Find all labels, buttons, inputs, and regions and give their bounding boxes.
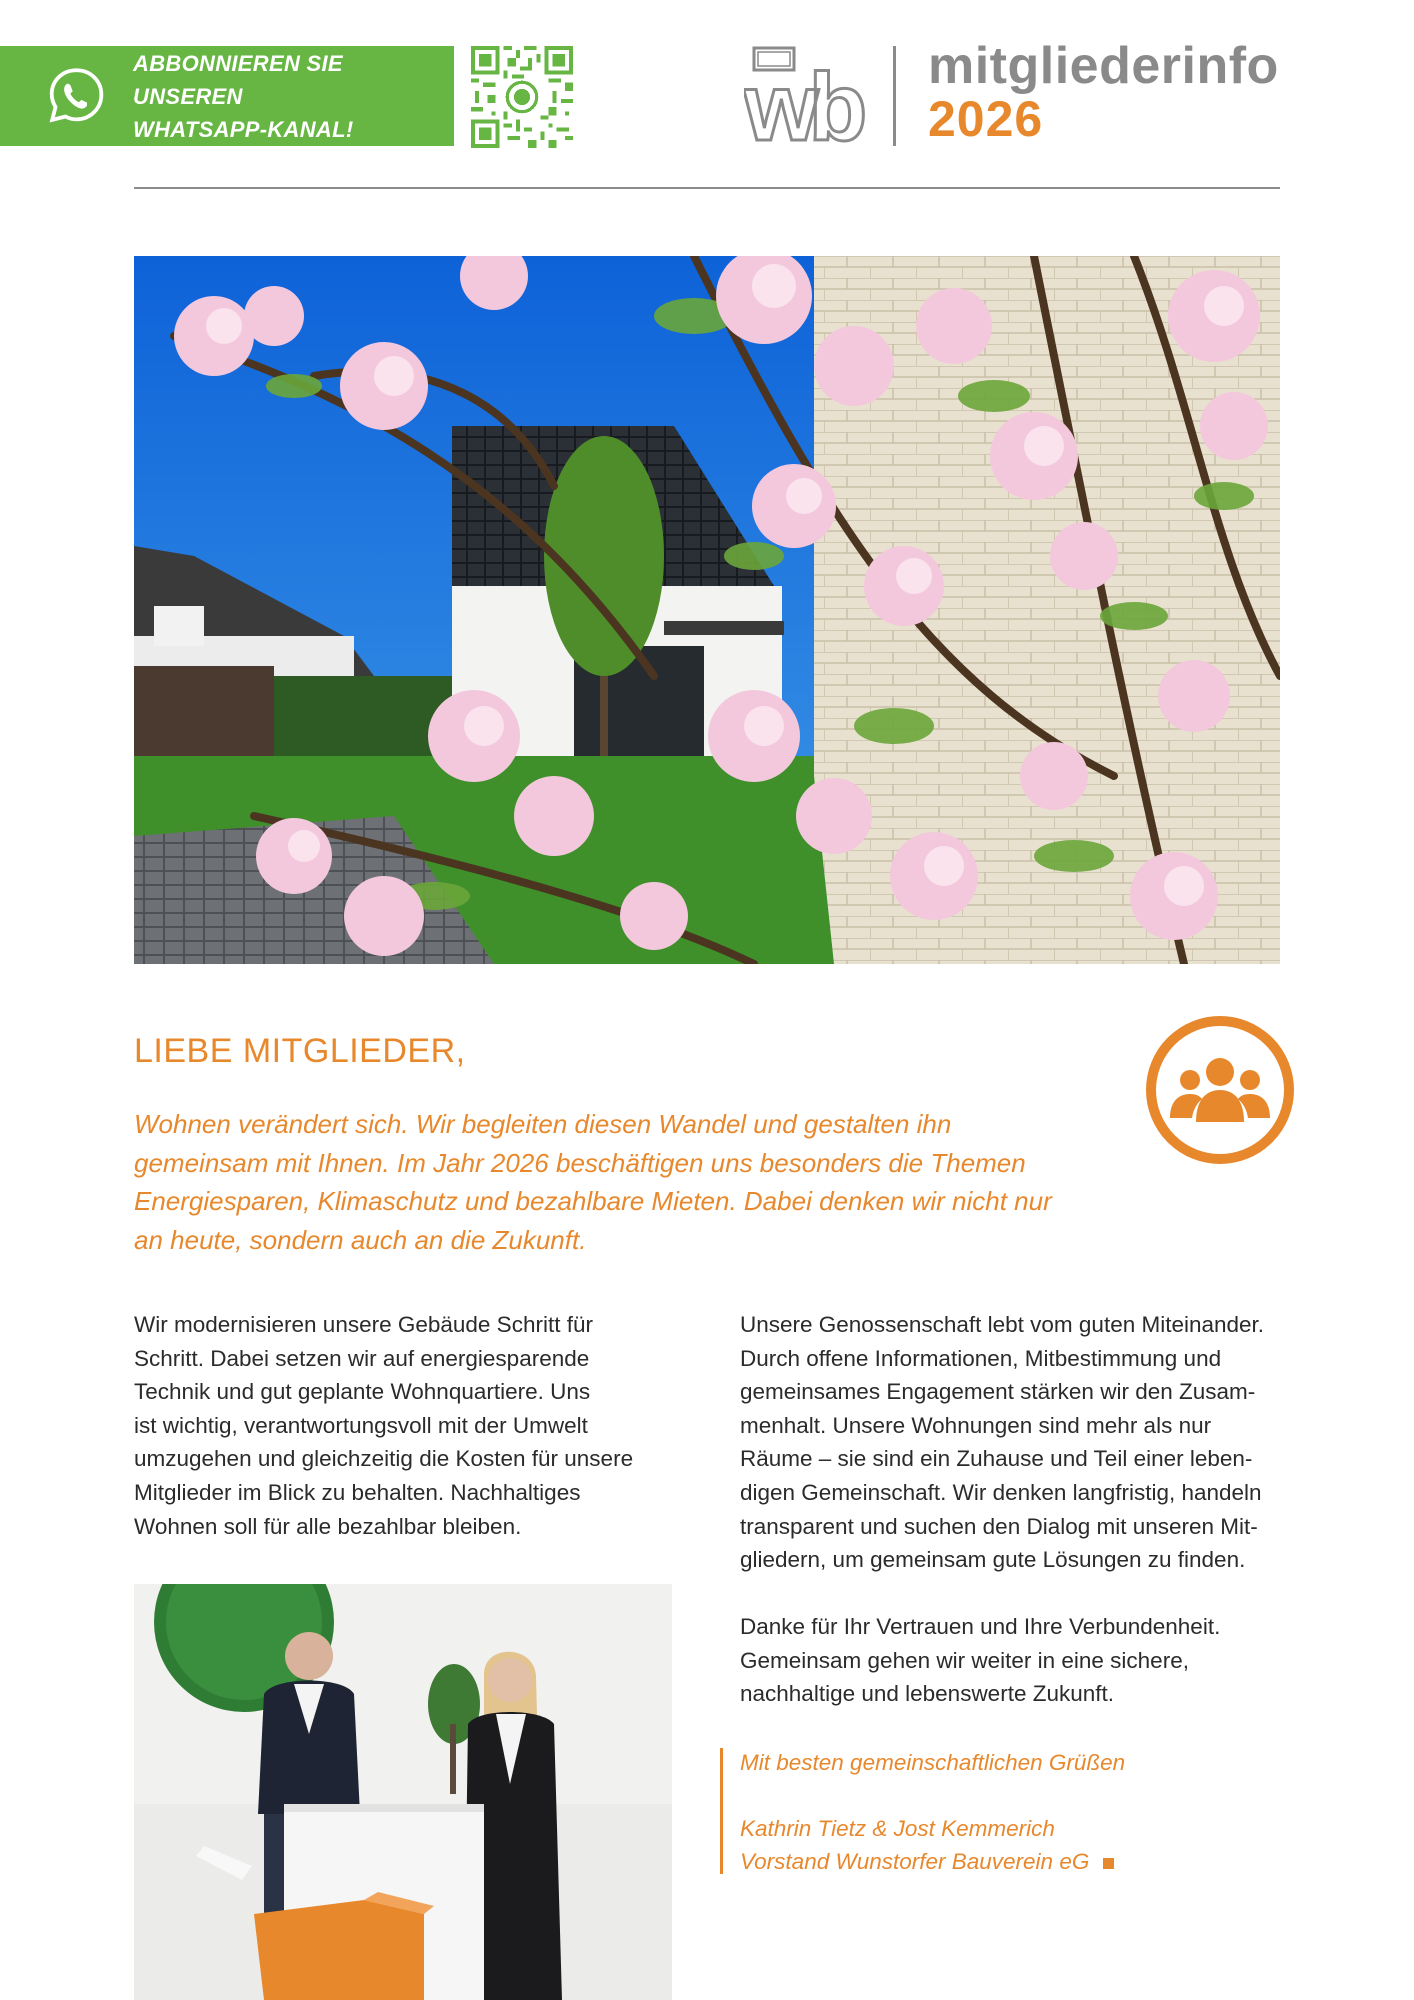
lead-line: Energiesparen, Klimaschutz und bezahlbare Mieten. Dabei denken wir nicht nur — [134, 1186, 1052, 1216]
whatsapp-channel-banner[interactable] — [0, 46, 454, 146]
text-line: Durch offene Informationen, Mitbestimmung und — [740, 1345, 1222, 1371]
wb-logo-icon — [744, 46, 868, 146]
text-line: Räume – sie sind ein Zuhause und Teil einer leben- — [740, 1446, 1253, 1472]
group-icon — [1144, 1014, 1296, 1166]
whatsapp-banner-line1: ABBONNIEREN SIE UNSEREN — [133, 50, 343, 109]
text-line: ist wichtig, verantwortungsvoll mit der Umwelt — [134, 1412, 588, 1438]
signature-names: Kathrin Tietz & Jost Kemmerich — [740, 1816, 1055, 1841]
logo-divider — [893, 46, 896, 146]
signature-role — [740, 1845, 1114, 1878]
text-line: menhalt. Unsere Wohnungen sind mehr als nur — [740, 1412, 1212, 1438]
lead-line: an heute, sondern auch an die Zukunft. — [134, 1224, 587, 1255]
whatsapp-banner-text — [133, 47, 454, 146]
thanks-paragraph — [740, 1610, 1310, 1711]
text-line: digen Gemeinschaft. Wir denken langfristig, handeln — [740, 1479, 1262, 1505]
body-column-right — [740, 1308, 1310, 1577]
body-column-left — [134, 1308, 679, 1543]
wb-logo-w: wb — [744, 54, 858, 146]
whatsapp-icon — [46, 65, 107, 127]
text-line: Schritt. Dabei setzen wir auf energiesparende — [134, 1345, 590, 1371]
hero-photo — [134, 256, 1280, 964]
whatsapp-banner-line2: WHATSAPP-KANAL! — [133, 116, 354, 142]
lead-line: Wohnen verändert sich. Wir begleiten diesen Wandel und gestalten ihn — [134, 1109, 952, 1139]
lead-paragraph — [134, 1105, 1124, 1259]
greeting-heading: LIEBE MITGLIEDER, — [134, 1032, 466, 1070]
text-line: Danke für Ihr Vertrauen und Ihre Verbundenheit. — [740, 1614, 1221, 1639]
end-mark — [1103, 1858, 1114, 1869]
qr-code[interactable] — [470, 46, 574, 148]
signature-role-text: Vorstand Wunstorfer Bauverein eG — [740, 1849, 1090, 1874]
brand-year: 2026 — [928, 91, 1044, 147]
text-line: umzugehen und gleichzeitig die Kosten für unsere — [134, 1446, 634, 1472]
header-rule — [134, 187, 1280, 189]
text-line: nachhaltige und lebenswerte Zukunft. — [740, 1681, 1114, 1707]
brand-title: mitgliederinfo — [928, 37, 1279, 95]
text-line: Wir modernisieren unsere Gebäude Schritt für — [134, 1312, 593, 1337]
lead-line: gemeinsam mit Ihnen. Im Jahr 2026 beschäftigen uns besonders die Themen — [134, 1147, 1026, 1178]
text-line: Gemeinsam gehen wir weiter in eine sichere, — [740, 1647, 1189, 1673]
text-line: gliedern, um gemeinsam gute Lösungen zu finden. — [740, 1547, 1246, 1573]
text-line: Technik und gut geplante Wohnquartiere. Uns — [134, 1379, 591, 1405]
text-line: Mitglieder im Blick zu behalten. Nachhaltiges — [134, 1479, 581, 1505]
text-line: gemeinsames Engagement stärken wir den Zusam- — [740, 1379, 1256, 1405]
text-line: Unsere Genossenschaft lebt vom guten Miteinander. — [740, 1312, 1265, 1337]
text-line: Wohnen soll für alle bezahlbar bleiben. — [134, 1513, 522, 1539]
signature-accent-bar — [720, 1748, 723, 1874]
text-line: transparent und suchen den Dialog mit unseren Mit- — [740, 1513, 1258, 1539]
signature-greeting: Mit besten gemeinschaftlichen Grüßen — [740, 1750, 1126, 1775]
board-members-photo — [134, 1584, 672, 2000]
